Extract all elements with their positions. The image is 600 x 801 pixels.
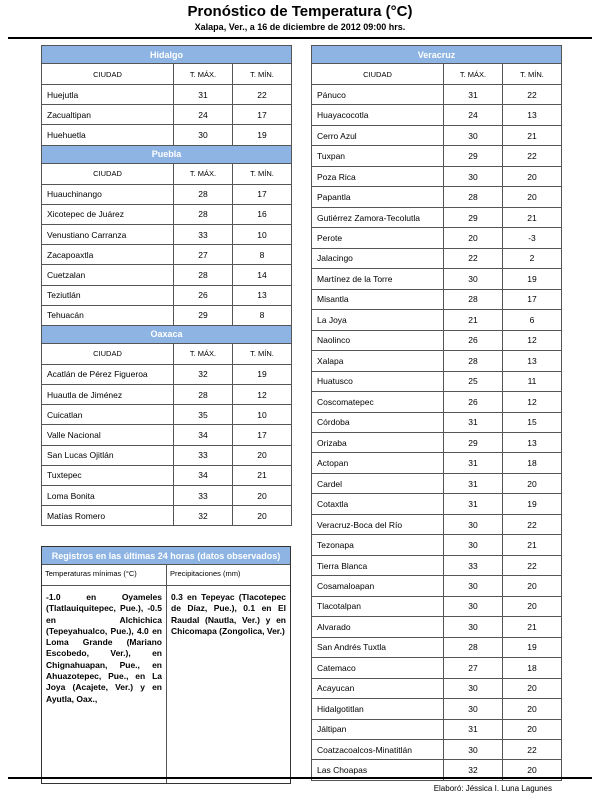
column-header-min: T. MÍN. [503,64,562,85]
max-temp-cell: 27 [444,658,503,678]
max-temp-cell: 20 [444,228,503,248]
city-cell: Perote [312,228,444,248]
city-cell: Papantla [312,187,444,207]
city-cell: Las Choapas [312,760,444,780]
min-temp-cell: 12 [503,392,562,412]
table-row [42,506,292,526]
city-cell: Huayacocotla [312,105,444,125]
city-cell: Valle Nacional [42,425,174,445]
max-temp-cell: 26 [444,330,503,350]
min-temp-cell: 15 [503,412,562,432]
city-cell: Cuicatlan [42,405,174,425]
max-temp-cell: 31 [444,453,503,473]
max-temp-cell: 30 [444,617,503,637]
page-subtitle: Xalapa, Ver., a 16 de diciembre de 2012 09:00 hrs. [194,22,406,32]
min-temp-cell: 18 [503,658,562,678]
column-header-max: T. MÁX. [174,163,233,184]
min-temp-cell: 20 [503,699,562,719]
max-temp-cell: 32 [174,506,233,526]
table-row [312,637,562,657]
city-cell: Alvarado [312,617,444,637]
table-row [42,465,292,485]
table-row [312,514,562,534]
max-temp-cell: 30 [444,596,503,616]
table-row [312,494,562,514]
max-temp-cell: 31 [444,494,503,514]
table-row [42,285,292,305]
table-row [42,184,292,204]
min-temp-cell: 18 [503,453,562,473]
min-temp-cell: 19 [503,637,562,657]
city-cell: Matías Romero [42,506,174,526]
max-temp-cell: 30 [174,125,233,145]
table-row [312,269,562,289]
city-cell: Hidalgotitlan [312,699,444,719]
max-temp-cell: 28 [444,351,503,371]
max-temp-cell: 31 [444,412,503,432]
min-temp-cell: 13 [233,285,292,305]
table-row [312,228,562,248]
max-temp-cell: 32 [174,364,233,384]
min-temp-cell: 21 [503,535,562,555]
max-temp-cell: 29 [444,432,503,452]
city-cell: Huehuetla [42,125,174,145]
min-temp-cell: -3 [503,228,562,248]
page-title: Pronóstico de Temperatura (°C) [187,3,413,20]
min-temp-cell: 16 [233,204,292,224]
max-temp-cell: 30 [444,269,503,289]
city-cell: Cuetzalan [42,265,174,285]
table-row [42,486,292,506]
max-temp-cell: 34 [174,465,233,485]
city-cell: Martínez de la Torre [312,269,444,289]
max-temp-cell: 30 [444,576,503,596]
table-row [312,699,562,719]
table-row [312,555,562,575]
table-row [312,330,562,350]
table-row [312,658,562,678]
min-temp-cell: 19 [233,125,292,145]
min-temp-cell: 14 [233,265,292,285]
min-temp-cell: 20 [233,445,292,465]
city-cell: Loma Bonita [42,486,174,506]
city-cell: Córdoba [312,412,444,432]
city-cell: Xalapa [312,351,444,371]
table-row [312,576,562,596]
city-cell: Poza Rica [312,166,444,186]
observed-records-panel [41,546,291,784]
table-row [312,146,562,166]
precip-column-header: Precipitaciones (mm) [170,569,241,578]
max-temp-cell: 28 [174,184,233,204]
min-temp-cell: 21 [233,465,292,485]
city-cell: Cosamaloapan [312,576,444,596]
city-cell: Pánuco [312,85,444,105]
table-row [312,187,562,207]
min-temp-cell: 20 [503,596,562,616]
city-cell: Gutiérrez Zamora-Tecolutla [312,207,444,227]
city-cell: Actopan [312,453,444,473]
city-cell: Jalacingo [312,248,444,268]
city-cell: Tezonapa [312,535,444,555]
table-row [312,248,562,268]
column-header-min: T. MÍN. [233,163,292,184]
table-row [312,596,562,616]
column-header-min: T. MÍN. [233,343,292,364]
max-temp-cell: 26 [174,285,233,305]
table-row [312,371,562,391]
table-row [312,740,562,760]
precip-records: 0.3 en Tepeyac (Tlacotepec de Díaz, Pue.), 0.1 en El Raudal (Nautla, Ver.) y en Chicomapa (Zongolica, Ver.) [171,592,286,636]
min-temp-cell: 22 [233,85,292,105]
city-cell: Catemaco [312,658,444,678]
min-temp-cell: 13 [503,105,562,125]
max-temp-cell: 29 [174,305,233,325]
footer-author: Elaboró: Jéssica I. Luna Lagunes [433,784,552,793]
city-cell: Tuxtepec [42,465,174,485]
table-row [312,678,562,698]
min-temp-cell: 2 [503,248,562,268]
city-cell: Coatzacoalcos-Minatitlán [312,740,444,760]
city-cell: Teziutlán [42,285,174,305]
max-temp-cell: 35 [174,405,233,425]
bottom-divider [8,777,592,779]
city-cell: Huautla de Jiménez [42,385,174,405]
table-row [42,405,292,425]
left-forecast-table [41,45,292,526]
table-row [312,207,562,227]
table-row [312,289,562,309]
max-temp-cell: 34 [174,425,233,445]
min-temp-cell: 17 [233,425,292,445]
table-row [312,719,562,739]
top-divider [8,37,592,39]
max-temp-cell: 31 [444,85,503,105]
max-temp-cell: 30 [444,699,503,719]
max-temp-cell: 24 [174,105,233,125]
table-row [42,265,292,285]
table-row [312,351,562,371]
max-temp-cell: 33 [174,486,233,506]
table-row [42,305,292,325]
city-cell: Zacapoaxtla [42,245,174,265]
max-temp-cell: 31 [174,85,233,105]
max-temp-cell: 21 [444,310,503,330]
min-temp-cell: 19 [503,494,562,514]
min-temp-cell: 20 [233,486,292,506]
table-row [312,125,562,145]
max-temp-cell: 32 [444,760,503,780]
city-cell: Cotaxtla [312,494,444,514]
min-temp-cell: 21 [503,617,562,637]
column-header-city: CIUDAD [42,343,174,364]
min-temp-cell: 22 [503,555,562,575]
column-header-min: T. MÍN. [233,64,292,85]
column-header-max: T. MÁX. [174,64,233,85]
min-temp-cell: 20 [503,760,562,780]
city-cell: Tehuacán [42,305,174,325]
min-temp-cell: 22 [503,85,562,105]
city-cell: Zacualtipan [42,105,174,125]
min-temp-records: -1.0 en Oyameles (Tlatlauiquitepec, Pue.), -0.5 en Alchichica (Tepeyahualco, Pue.), 4.0 en Loma Grande (Mariano Escobedo, Ver.), en Chignahuapan, Pue., en Ahuazotepec, Pue., en La Joya (Acajete, Ver.) y en Ayutla, Oax., [42,586,167,783]
max-temp-cell: 31 [444,473,503,493]
city-cell: San Lucas Ojitlán [42,445,174,465]
min-temp-cell: 19 [233,364,292,384]
max-temp-cell: 28 [174,265,233,285]
max-temp-cell: 33 [444,555,503,575]
table-row [42,245,292,265]
state-header: Oaxaca [42,325,292,343]
column-header-city: CIUDAD [42,64,174,85]
max-temp-cell: 30 [444,740,503,760]
table-row [312,166,562,186]
city-cell: Cardel [312,473,444,493]
state-header: Hidalgo [42,46,292,64]
table-row [312,535,562,555]
max-temp-cell: 29 [444,207,503,227]
max-temp-cell: 24 [444,105,503,125]
city-cell: Huatusco [312,371,444,391]
city-cell: San Andrés Tuxtla [312,637,444,657]
column-header-city: CIUDAD [312,64,444,85]
table-row [42,445,292,465]
max-temp-cell: 26 [444,392,503,412]
max-temp-cell: 28 [444,187,503,207]
min-temp-cell: 20 [503,678,562,698]
city-cell: Cerro Azul [312,125,444,145]
table-row [42,385,292,405]
city-cell: Naolinco [312,330,444,350]
max-temp-cell: 33 [174,445,233,465]
table-row [42,204,292,224]
city-cell: Huauchinango [42,184,174,204]
min-temp-cell: 17 [233,105,292,125]
min-temp-cell: 13 [503,432,562,452]
min-temp-cell: 19 [503,269,562,289]
min-temp-cell: 21 [503,207,562,227]
min-temp-cell: 13 [503,351,562,371]
table-row [312,310,562,330]
max-temp-cell: 30 [444,125,503,145]
min-temp-cell: 8 [233,245,292,265]
max-temp-cell: 30 [444,535,503,555]
table-row [312,105,562,125]
max-temp-cell: 29 [444,146,503,166]
city-cell: Veracruz-Boca del Río [312,514,444,534]
min-temp-cell: 20 [503,166,562,186]
observed-records-title: Registros en las últimas 24 horas (datos observados) [42,547,290,565]
max-temp-cell: 28 [444,289,503,309]
min-temp-cell: 22 [503,146,562,166]
city-cell: Acayucan [312,678,444,698]
min-temp-cell: 22 [503,740,562,760]
column-header-max: T. MÁX. [174,343,233,364]
city-cell: Venustiano Carranza [42,224,174,244]
table-row [42,425,292,445]
min-temp-cell: 22 [503,514,562,534]
max-temp-cell: 22 [444,248,503,268]
max-temp-cell: 30 [444,514,503,534]
min-temp-cell: 6 [503,310,562,330]
min-temp-cell: 17 [233,184,292,204]
city-cell: Tlacotalpan [312,596,444,616]
table-row [42,85,292,105]
min-temp-cell: 8 [233,305,292,325]
city-cell: Tierra Blanca [312,555,444,575]
city-cell: Coscomatepec [312,392,444,412]
city-cell: La Joya [312,310,444,330]
state-header: Puebla [42,145,292,163]
min-temp-cell: 21 [503,125,562,145]
column-header-max: T. MÁX. [444,64,503,85]
city-cell: Jáltipan [312,719,444,739]
city-cell: Orizaba [312,432,444,452]
table-row [312,432,562,452]
max-temp-cell: 28 [444,637,503,657]
state-header: Veracruz [312,46,562,64]
table-row [312,85,562,105]
min-temp-cell: 10 [233,405,292,425]
city-cell: Huejutla [42,85,174,105]
min-temp-cell: 20 [503,473,562,493]
table-row [312,392,562,412]
city-cell: Misantla [312,289,444,309]
max-temp-cell: 30 [444,678,503,698]
table-row [312,473,562,493]
city-cell: Xicotepec de Juárez [42,204,174,224]
table-row [312,412,562,432]
min-temp-cell: 11 [503,371,562,391]
min-temp-cell: 10 [233,224,292,244]
min-temp-cell: 20 [233,506,292,526]
max-temp-cell: 33 [174,224,233,244]
min-temp-cell: 12 [503,330,562,350]
min-temp-column-header: Temperaturas mínimas (°C) [42,565,167,585]
table-row [42,105,292,125]
max-temp-cell: 27 [174,245,233,265]
max-temp-cell: 28 [174,385,233,405]
table-row [42,364,292,384]
max-temp-cell: 31 [444,719,503,739]
table-row [42,224,292,244]
min-temp-cell: 20 [503,187,562,207]
min-temp-cell: 20 [503,719,562,739]
max-temp-cell: 25 [444,371,503,391]
city-cell: Tuxpan [312,146,444,166]
table-row [312,453,562,473]
table-row [42,125,292,145]
max-temp-cell: 30 [444,166,503,186]
min-temp-cell: 12 [233,385,292,405]
min-temp-cell: 17 [503,289,562,309]
max-temp-cell: 28 [174,204,233,224]
column-header-city: CIUDAD [42,163,174,184]
city-cell: Acatlán de Pérez Figueroa [42,364,174,384]
table-row [312,617,562,637]
min-temp-cell: 20 [503,576,562,596]
veracruz-forecast-table [311,45,562,781]
